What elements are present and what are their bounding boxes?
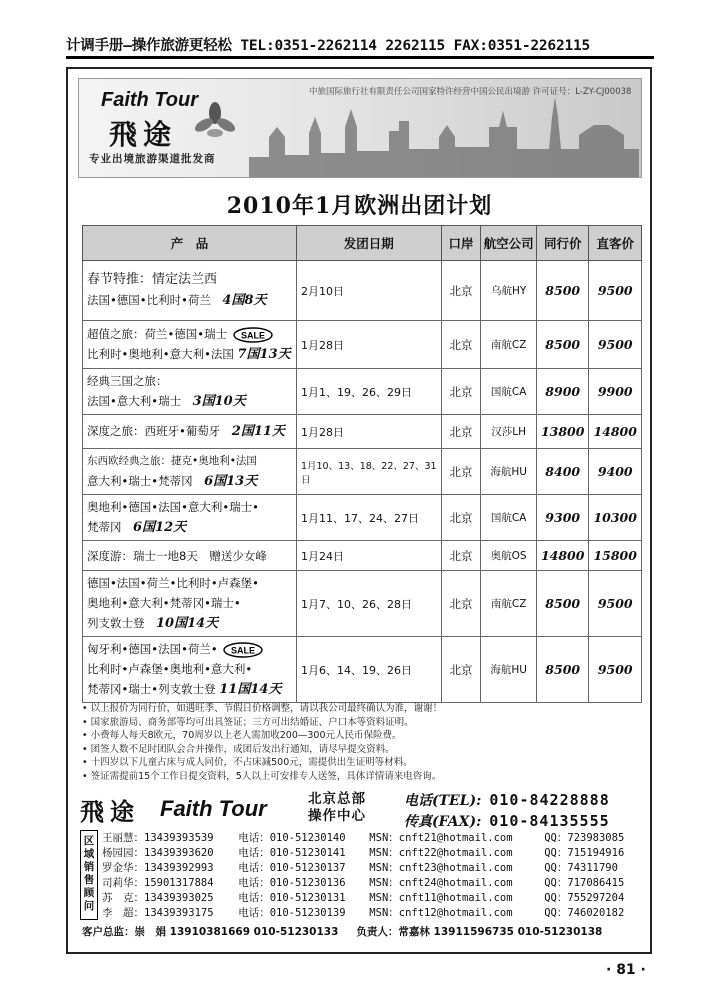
route-countries: 列支敦士登 <box>87 616 145 630</box>
tour-plan-table <box>82 225 642 703</box>
page-title: 2010年1月欧洲出团计划 <box>226 193 493 219</box>
footer-director: 客户总监：崇 娟 13910381669 010-51230133 <box>82 926 339 938</box>
date-cell: 1月1、19、26、29日 <box>296 369 441 415</box>
date-cell: 1月28日 <box>296 321 441 369</box>
staff-msn: MSN：cnft22@hotmail.com <box>369 847 513 859</box>
product-cell <box>83 321 297 369</box>
airline-cell: 奥航OS <box>481 541 537 571</box>
product-route <box>87 290 292 311</box>
peer-price-cell: 13800 <box>536 415 589 449</box>
product-route: 比利时•卢森堡•奥地利•意大利• <box>87 662 253 676</box>
airline-cell: 海航HU <box>481 637 537 703</box>
license-text: 中旅国际旅行社有限责任公司国家特许经营中国公民出境游 许可证号：L-ZY-CJ00038 <box>309 87 632 97</box>
route-duration: 10国14天 <box>156 616 219 631</box>
route-duration: 6国12天 <box>133 520 187 535</box>
fax-line <box>404 811 610 832</box>
port-cell: 北京 <box>441 321 481 369</box>
contact-phones <box>404 790 610 832</box>
sales-advisor-tag: 区域销售顾问 <box>80 830 98 920</box>
header-peer-price: 同行价 <box>536 226 589 261</box>
fax-number: 010-84135555 <box>489 812 610 830</box>
product-title-text: 深度之旅：西班牙•葡萄牙 <box>87 424 221 438</box>
staff-name: 李 超：13439393175 <box>102 907 214 919</box>
port-cell: 北京 <box>441 571 481 637</box>
staff-qq: QQ：755297204 <box>544 892 625 904</box>
retail-price-cell: 9500 <box>589 261 642 321</box>
date-cell: 1月10、13、18、22、27、31日 <box>296 449 441 495</box>
contact-header <box>78 790 642 828</box>
product-cell <box>83 369 297 415</box>
brand-logo-cn: 飛途 <box>109 118 178 151</box>
staff-row <box>102 875 642 890</box>
table-row <box>83 571 642 637</box>
header-product: 产 品 <box>83 226 297 261</box>
product-title: 春节特推：情定法兰西 <box>87 272 218 287</box>
staff-contact-table <box>102 830 642 920</box>
retail-price-cell: 10300 <box>589 495 642 541</box>
route-countries: 梵蒂冈 <box>87 520 122 534</box>
staff-msn: MSN：cnft12@hotmail.com <box>369 907 513 919</box>
staff-qq: QQ：746020182 <box>544 907 625 919</box>
airline-cell: 汉莎LH <box>481 415 537 449</box>
staff-name: 苏 克：13439393025 <box>102 892 214 904</box>
route-duration: 6国13天 <box>204 474 258 489</box>
page-header: 计调手册—操作旅游更轻松 TEL:0351-2262114 2262115 FAX:0351-2262115 <box>66 37 654 59</box>
note-line: • 以上报价为同行价，如遇旺季、节假日价格调整，请以我公司最终确认为准，谢谢！ <box>82 703 443 714</box>
airline-cell: 国航CA <box>481 369 537 415</box>
staff-name: 司莉华：15901317884 <box>102 877 214 889</box>
product-route <box>87 391 292 412</box>
staff-tel: 电话：010-51230137 <box>238 862 346 874</box>
port-cell: 北京 <box>441 449 481 495</box>
header-date: 发团日期 <box>296 226 441 261</box>
table-row <box>83 261 642 321</box>
product-title: 经典三国之旅： <box>87 374 168 388</box>
sale-badge-icon <box>223 642 263 658</box>
table-row <box>83 541 642 571</box>
peer-price-cell: 8400 <box>536 449 589 495</box>
contact-brand-en: Faith Tour <box>160 796 267 821</box>
table-row <box>83 449 642 495</box>
airline-cell: 海航HU <box>481 449 537 495</box>
product-title: 奥地利•德国•法国•意大利•瑞士• <box>87 500 259 514</box>
product-cell <box>83 571 297 637</box>
route-countries: 法国•德国•比利时•荷兰 <box>87 293 211 307</box>
date-cell: 1月11、17、24、27日 <box>296 495 441 541</box>
product-cell <box>83 261 297 321</box>
staff-qq: QQ：74311790 <box>544 862 618 874</box>
airline-cell: 南航CZ <box>481 321 537 369</box>
product-route <box>87 344 292 365</box>
staff-name: 杨园园：13439393620 <box>102 847 214 859</box>
product-cell <box>83 637 297 703</box>
staff-name: 罗金华：13439392993 <box>102 862 214 874</box>
note-line: • 签证需提前15个工作日提交资料，5人以上可安排专人送签，具体详情请来电咨询。 <box>82 770 442 782</box>
date-cell: 1月6、14、19、26日 <box>296 637 441 703</box>
sale-badge-icon <box>233 327 273 343</box>
staff-msn: MSN：cnft11@hotmail.com <box>369 892 513 904</box>
table-row <box>83 495 642 541</box>
port-cell: 北京 <box>441 495 481 541</box>
staff-row <box>102 830 642 845</box>
note-line: • 小费每人每天8欧元，70周岁以上老人需加收200—300元人民币保险费。 <box>82 730 402 741</box>
route-duration: 11国14天 <box>219 682 282 697</box>
product-title-text: 超值之旅：荷兰•德国•瑞士 <box>87 327 228 341</box>
retail-price-cell: 14800 <box>589 415 642 449</box>
staff-tel: 电话：010-51230131 <box>238 892 346 904</box>
staff-qq: QQ：717086415 <box>544 877 625 889</box>
header-airline: 航空公司 <box>481 226 537 261</box>
route-countries: 梵蒂冈•瑞士•列支敦士登 <box>87 682 216 696</box>
contact-center-label <box>308 791 366 825</box>
note-line: • 团签人数不足时团队会合并操作，成团后发出行通知，请尽早提交资料。 <box>82 743 395 755</box>
note-line: • 十四岁以下儿童占床与成人同价，不占床减500元，需提供出生证明等材料。 <box>82 757 413 768</box>
flower-icon <box>193 101 237 145</box>
port-cell: 北京 <box>441 637 481 703</box>
brand-banner <box>78 78 642 178</box>
route-duration: 4国8天 <box>222 293 267 308</box>
product-route: 奥地利•意大利•梵蒂冈•瑞士• <box>87 596 241 610</box>
retail-price-cell: 15800 <box>589 541 642 571</box>
product-cell <box>83 495 297 541</box>
brand-slogan: 专业出境旅游渠道批发商 <box>89 153 216 165</box>
product-title: 德国•法国•荷兰•比利时•卢森堡• <box>87 576 259 590</box>
footer-contacts <box>82 924 642 939</box>
port-cell: 北京 <box>441 369 481 415</box>
peer-price-cell: 9300 <box>536 495 589 541</box>
peer-price-cell: 8900 <box>536 369 589 415</box>
page-number: · 81 · <box>606 962 646 978</box>
staff-tel: 电话：010-51230141 <box>238 847 346 859</box>
footer-manager: 负责人：常嘉林 13911596735 010-51230138 <box>356 926 603 938</box>
peer-price-cell: 8500 <box>536 261 589 321</box>
notes-block <box>82 702 642 783</box>
staff-row <box>102 845 642 860</box>
staff-tel: 电话：010-51230139 <box>238 907 346 919</box>
staff-msn: MSN：cnft24@hotmail.com <box>369 877 513 889</box>
product-title: 东西欧经典之旅：捷克•奥地利•法国 <box>87 455 257 467</box>
route-duration: 7国13天 <box>237 347 291 362</box>
date-cell: 1月24日 <box>296 541 441 571</box>
peer-price-cell: 8500 <box>536 571 589 637</box>
product-route-end <box>87 679 292 700</box>
retail-price-cell: 9400 <box>589 449 642 495</box>
port-cell: 北京 <box>441 415 481 449</box>
contact-brand-cn: 飛途 <box>80 797 140 826</box>
tel-line <box>404 790 610 811</box>
header-port: 口岸 <box>441 226 481 261</box>
city-skyline-graphic <box>249 97 639 178</box>
peer-price-cell: 8500 <box>536 637 589 703</box>
product-title <box>87 639 292 659</box>
product-title-text: 匈牙利•德国•法国•荷兰• <box>87 642 218 656</box>
staff-row <box>102 905 642 920</box>
product-cell <box>83 415 297 449</box>
route-duration: 3国10天 <box>192 394 246 409</box>
airline-cell: 国航CA <box>481 495 537 541</box>
staff-msn: MSN：cnft21@hotmail.com <box>369 832 513 844</box>
table-row <box>83 637 642 703</box>
staff-tel: 电话：010-51230136 <box>238 877 346 889</box>
port-cell: 北京 <box>441 541 481 571</box>
fax-label: 传真(FAX): <box>404 814 482 830</box>
product-title <box>87 324 292 344</box>
brand-logo-en: Faith Tour <box>101 89 199 111</box>
table-row <box>83 415 642 449</box>
date-cell: 1月7、10、26、28日 <box>296 571 441 637</box>
staff-msn: MSN：cnft23@hotmail.com <box>369 862 513 874</box>
product-route-end <box>87 613 292 634</box>
peer-price-cell: 8500 <box>536 321 589 369</box>
product-route <box>87 517 292 538</box>
date-cell: 1月28日 <box>296 415 441 449</box>
date-cell: 2月10日 <box>296 261 441 321</box>
airline-cell: 乌航HY <box>481 261 537 321</box>
staff-row <box>102 890 642 905</box>
product-title: 深度游：瑞士一地8天 赠送少女峰 <box>87 548 267 563</box>
route-countries: 法国•意大利•瑞士 <box>87 394 182 408</box>
tel-label: 电话(TEL): <box>404 793 482 809</box>
center-line-2: 操作中心 <box>308 808 366 824</box>
product-title <box>87 421 292 442</box>
note-line: • 国家旅游局、商务部等均可出具签证；三方可出结婚证、户口本等资料证明。 <box>82 716 414 728</box>
staff-row <box>102 860 642 875</box>
table-row <box>83 369 642 415</box>
route-countries: 比利时•奥地利•意大利•法国 <box>87 347 234 361</box>
route-duration: 2国11天 <box>231 424 285 439</box>
product-cell <box>83 449 297 495</box>
staff-qq: QQ：723983085 <box>544 832 625 844</box>
sale-badge-text: SALE <box>231 645 256 655</box>
peer-price-cell: 14800 <box>536 541 589 571</box>
table-row <box>83 321 642 369</box>
sale-badge-text: SALE <box>240 330 265 340</box>
retail-price-cell: 9500 <box>589 637 642 703</box>
product-cell <box>83 541 297 571</box>
route-countries: 意大利•瑞士•梵蒂冈 <box>87 474 193 488</box>
retail-price-cell: 9500 <box>589 571 642 637</box>
retail-price-cell: 9900 <box>589 369 642 415</box>
staff-qq: QQ：715194916 <box>544 847 625 859</box>
staff-tel: 电话：010-51230140 <box>238 832 346 844</box>
table-header-row <box>83 226 642 261</box>
product-route <box>87 471 292 492</box>
port-cell: 北京 <box>441 261 481 321</box>
staff-name: 王丽慧：13439393539 <box>102 832 214 844</box>
header-retail-price: 直客价 <box>589 226 642 261</box>
tel-number: 010-84228888 <box>489 791 610 809</box>
airline-cell: 南航CZ <box>481 571 537 637</box>
center-line-1: 北京总部 <box>308 791 366 807</box>
retail-price-cell: 9500 <box>589 321 642 369</box>
